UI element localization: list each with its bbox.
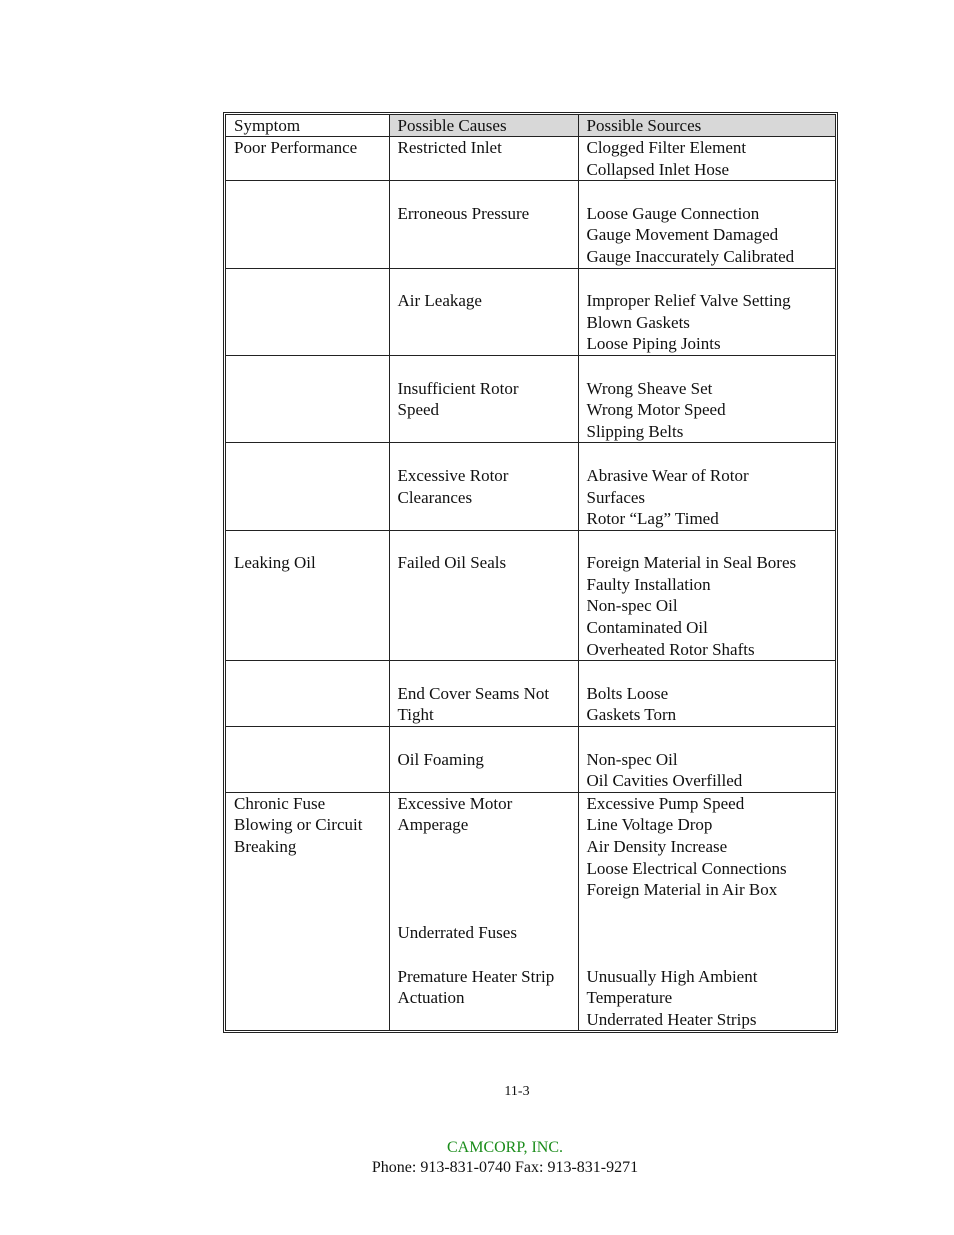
causes-cell (389, 727, 578, 793)
blank-line (398, 333, 572, 355)
blank-line (398, 159, 572, 181)
table-body (226, 137, 835, 1031)
symptom-cell (226, 443, 389, 530)
blank-line (234, 858, 383, 880)
symptom-cell (226, 792, 389, 1030)
sources-line: Loose Piping Joints (586, 334, 721, 354)
table-row (226, 727, 835, 793)
blank-line (398, 531, 572, 553)
sources-line: Surfaces (586, 487, 646, 507)
symptom-line: Chronic Fuse (234, 793, 326, 813)
table-row (226, 137, 835, 181)
causes-cell (389, 443, 578, 530)
symptom-cell (226, 661, 389, 727)
footer-company-name: CAMCORP, INC. (446, 1139, 564, 1156)
blank-line (234, 901, 383, 923)
symptom-cell (226, 137, 389, 181)
sources-cell (578, 661, 835, 727)
blank-line (398, 224, 572, 246)
sources-cell (578, 443, 835, 530)
sources-line: Clogged Filter Element (586, 138, 747, 157)
page-number: 11-3 (504, 1084, 530, 1099)
sources-line: Foreign Material in Seal Bores (586, 553, 797, 573)
causes-line: Failed Oil Seals (397, 553, 507, 573)
blank-line (234, 574, 383, 596)
blank-line (587, 531, 830, 553)
blank-line (398, 858, 572, 880)
header-symptom: Symptom (226, 115, 389, 137)
sources-cell (578, 530, 835, 661)
blank-line (234, 508, 383, 530)
sources-line: Oil Cavities Overfilled (586, 771, 743, 791)
causes-line: Clearances (397, 487, 473, 507)
troubleshooting-table (226, 115, 835, 1030)
table-row (226, 661, 835, 727)
blank-line (398, 246, 572, 268)
sources-line: Overheated Rotor Shafts (586, 639, 755, 659)
blank-line (587, 901, 830, 923)
blank-line (398, 879, 572, 901)
blank-line (234, 312, 383, 334)
sources-line: Loose Electrical Connections (586, 858, 787, 878)
table-row (226, 443, 835, 530)
blank-line (234, 683, 383, 705)
causes-line: Restricted Inlet (397, 138, 502, 157)
blank-line (398, 770, 572, 792)
sources-line: Underrated Heater Strips (586, 1009, 757, 1029)
causes-cell (389, 792, 578, 1030)
blank-line (234, 727, 383, 749)
sources-line: Non-spec Oil (586, 749, 678, 769)
sources-line: Blown Gaskets (586, 312, 690, 332)
blank-line (398, 421, 572, 443)
causes-line: Oil Foaming (397, 749, 484, 769)
sources-line: Wrong Sheave Set (586, 378, 713, 398)
sources-line: Gauge Inaccurately Calibrated (586, 246, 795, 266)
blank-line (234, 944, 383, 966)
blank-line (587, 356, 830, 378)
causes-line: Actuation (397, 988, 465, 1008)
blank-line (234, 595, 383, 617)
blank-line (234, 159, 383, 181)
sources-line: Contaminated Oil (586, 618, 708, 638)
symptom-line: Leaking Oil (234, 553, 316, 573)
blank-line (398, 443, 572, 465)
causes-line: Speed (397, 400, 440, 420)
table-row (226, 530, 835, 661)
sources-line: Rotor “Lag” Timed (586, 509, 719, 529)
table-row (226, 355, 835, 442)
causes-cell (389, 661, 578, 727)
header-possible-sources: Possible Sources (578, 115, 835, 137)
blank-line (398, 508, 572, 530)
blank-line (398, 661, 572, 683)
blank-line (398, 901, 572, 923)
header-possible-causes: Possible Causes (389, 115, 578, 137)
sources-cell (578, 268, 835, 355)
sources-line: Gauge Movement Damaged (586, 225, 779, 245)
sources-line: Unusually High Ambient (586, 966, 758, 986)
sources-line: Abrasive Wear of Rotor (586, 465, 749, 485)
blank-line (587, 181, 830, 203)
symptom-cell (226, 355, 389, 442)
blank-line (398, 312, 572, 334)
blank-line (234, 224, 383, 246)
blank-line (234, 203, 383, 225)
causes-line: Underrated Fuses (397, 923, 517, 943)
causes-line: Premature Heater Strip (397, 966, 555, 986)
sources-line: Faulty Installation (586, 574, 711, 594)
sources-line: Foreign Material in Air Box (586, 880, 778, 900)
blank-line (234, 269, 383, 291)
blank-line (398, 1009, 572, 1031)
blank-line (234, 246, 383, 268)
blank-line (398, 727, 572, 749)
blank-line (234, 617, 383, 639)
blank-line (234, 704, 383, 726)
troubleshooting-table-frame (223, 112, 838, 1033)
sources-line: Air Density Increase (586, 837, 728, 856)
causes-line: Excessive Rotor (397, 465, 509, 485)
symptom-line: Blowing or Circuit (234, 815, 363, 835)
symptom-line: Poor Performance (234, 138, 358, 157)
symptom-cell (226, 181, 389, 268)
blank-line (234, 443, 383, 465)
causes-cell (389, 137, 578, 181)
symptom-cell (226, 727, 389, 793)
blank-line (234, 421, 383, 443)
causes-line: Air Leakage (397, 291, 482, 311)
causes-line: Excessive Motor (397, 793, 513, 813)
sources-line: Improper Relief Valve Setting (586, 291, 791, 311)
blank-line (234, 770, 383, 792)
symptom-cell (226, 530, 389, 661)
blank-line (398, 836, 572, 858)
causes-line: Erroneous Pressure (397, 203, 530, 223)
blank-line (234, 1009, 383, 1031)
blank-line (234, 987, 383, 1009)
blank-line (234, 399, 383, 421)
blank-line (587, 269, 830, 291)
symptom-line: Breaking (234, 837, 297, 856)
sources-line: Non-spec Oil (586, 596, 678, 616)
blank-line (398, 181, 572, 203)
causes-cell (389, 355, 578, 442)
blank-line (587, 443, 830, 465)
blank-line (234, 487, 383, 509)
table-row (226, 268, 835, 355)
sources-cell (578, 137, 835, 181)
blank-line (234, 749, 383, 771)
sources-line: Gaskets Torn (586, 705, 677, 725)
blank-line (398, 269, 572, 291)
blank-line (398, 356, 572, 378)
blank-line (234, 378, 383, 400)
causes-cell (389, 181, 578, 268)
sources-cell (578, 181, 835, 268)
sources-cell (578, 792, 835, 1030)
table-header-row (226, 115, 835, 137)
blank-line (234, 879, 383, 901)
blank-line (398, 595, 572, 617)
sources-line: Excessive Pump Speed (586, 793, 745, 813)
causes-line: Insufficient Rotor (397, 378, 519, 398)
blank-line (587, 944, 830, 966)
sources-line: Slipping Belts (586, 421, 684, 441)
blank-line (234, 181, 383, 203)
blank-line (234, 531, 383, 553)
blank-line (587, 922, 830, 944)
sources-line: Collapsed Inlet Hose (586, 159, 730, 179)
blank-line (234, 465, 383, 487)
blank-line (234, 639, 383, 661)
causes-line: Tight (397, 705, 434, 725)
causes-cell (389, 268, 578, 355)
blank-line (234, 333, 383, 355)
table-row (226, 181, 835, 268)
blank-line (234, 966, 383, 988)
causes-line: End Cover Seams Not (397, 683, 550, 703)
sources-line: Bolts Loose (586, 683, 669, 703)
causes-cell (389, 530, 578, 661)
footer-contact-info: Phone: 913-831-0740 Fax: 913-831-9271 (371, 1159, 639, 1176)
sources-cell (578, 727, 835, 793)
sources-line: Temperature (586, 988, 673, 1008)
blank-line (234, 356, 383, 378)
sources-line: Wrong Motor Speed (586, 400, 726, 420)
table-row (226, 792, 835, 1030)
sources-line: Line Voltage Drop (586, 815, 713, 835)
sources-line: Loose Gauge Connection (586, 203, 760, 223)
blank-line (398, 639, 572, 661)
blank-line (587, 727, 830, 749)
blank-line (234, 661, 383, 683)
blank-line (398, 617, 572, 639)
blank-line (234, 290, 383, 312)
blank-line (398, 574, 572, 596)
blank-line (398, 944, 572, 966)
symptom-cell (226, 268, 389, 355)
sources-cell (578, 355, 835, 442)
causes-line: Amperage (397, 815, 469, 835)
blank-line (234, 922, 383, 944)
blank-line (587, 661, 830, 683)
